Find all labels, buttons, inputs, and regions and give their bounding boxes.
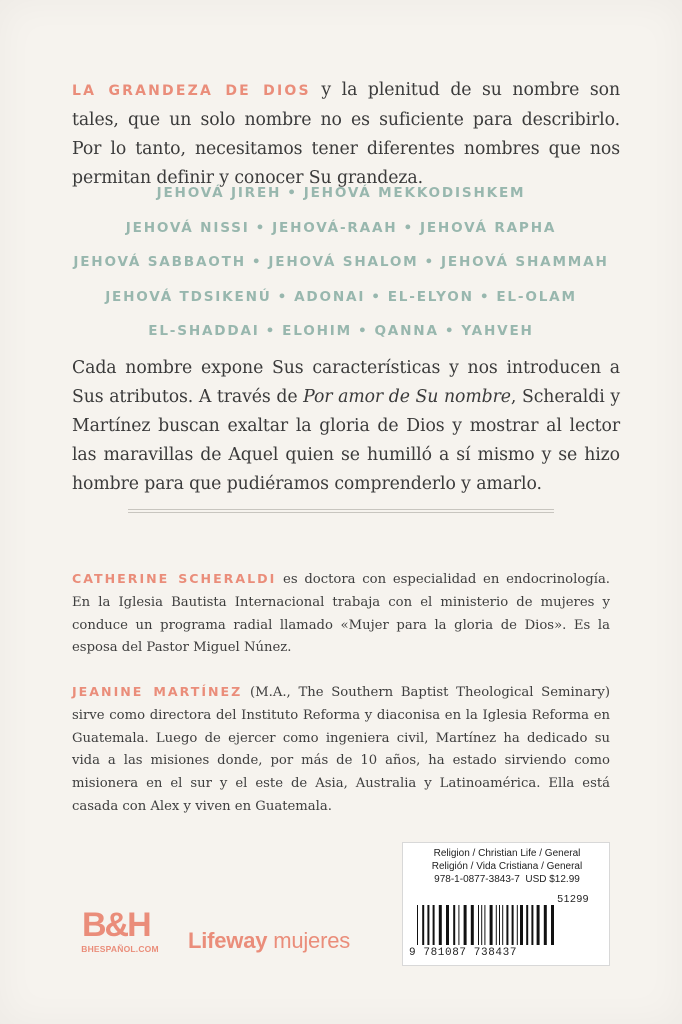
price-code: 51299 <box>557 893 589 905</box>
name-separator: • <box>255 219 267 236</box>
price: USD $12.99 <box>525 874 580 885</box>
names-row <box>40 176 642 211</box>
name-separator: • <box>277 288 289 305</box>
barcode-bar <box>506 905 508 945</box>
barcode-bar <box>417 905 418 945</box>
barcode-bar <box>471 905 474 945</box>
divine-name: JEHOVÁ SHAMMAH <box>441 254 609 270</box>
barcode-bar <box>517 905 518 945</box>
category-spanish: Religión / Vida Cristiana / General <box>431 861 583 872</box>
divine-name: JEHOVÁ SHALOM <box>268 254 419 270</box>
divine-name: JEHOVÁ SABBAOTH <box>73 254 246 270</box>
divine-name: JEHOVÁ RAPHA <box>419 219 557 236</box>
divine-name: EL-OLAM <box>496 288 577 305</box>
name-separator: • <box>479 288 491 305</box>
barcode-bar <box>490 905 493 945</box>
divine-name: YAHVEH <box>461 323 534 339</box>
mujeres-wordmark: mujeres <box>267 928 351 953</box>
divine-name: ELOHIM <box>282 323 352 339</box>
divine-name: JEHOVÁ TDSIKENÚ <box>105 288 272 305</box>
divine-name: EL-ELYON <box>387 288 474 305</box>
name-separator: • <box>403 219 414 236</box>
name-separator: • <box>444 323 456 339</box>
lifeway-wordmark: Lifeway <box>188 928 268 953</box>
divine-name: JEHOVÁ NISSI <box>125 219 250 236</box>
divine-name: JEHOVÁ MEKKODISHKEM <box>303 185 526 201</box>
book-title-italic: Por amor de Su nombre <box>303 387 511 407</box>
barcode-bars <box>411 905 603 949</box>
author-bio-scheraldi <box>72 568 610 660</box>
barcode-bar <box>526 905 528 945</box>
divine-name: JEHOVÁ-RAAH <box>272 219 398 236</box>
name-separator: • <box>371 288 382 305</box>
bh-publisher-logo <box>76 906 164 958</box>
divine-names-list <box>40 176 642 349</box>
barcode-bar <box>446 905 449 945</box>
description-text-1: Cada nombre expone Sus características y nos introducen a Sus atributos. A través de <box>72 358 620 407</box>
barcode-bar <box>531 905 533 945</box>
author-name-martinez: JEANINE MARTÍNEZ <box>72 684 243 699</box>
section-divider <box>128 509 554 513</box>
name-separator: • <box>424 254 436 270</box>
bh-website: BHESPAÑOL.COM <box>81 944 159 954</box>
barcode-bar <box>520 905 523 945</box>
names-row <box>40 211 642 246</box>
bh-mark: B&H <box>82 906 150 944</box>
divine-name: ADONAI <box>294 288 366 305</box>
barcode-category-text <box>403 847 611 886</box>
barcode-bar <box>478 905 479 945</box>
barcode-bar <box>427 905 429 945</box>
description-text-2: , Scheraldi y Martínez buscan exaltar la gloria de Dios y mostrar al lector las maravillas de Aquel quien se humilló a sí mismo y se hizo hombre para que pudiéramos comprenderlo y amarlo. <box>72 387 620 494</box>
barcode-bar <box>433 905 435 945</box>
barcode-bar <box>512 905 514 945</box>
barcode-digits: 9 781087 738437 <box>409 947 518 959</box>
bio-text-martinez: (M.A., The Southern Baptist Theological Seminary) sirve como directora del Instituto Reforma y diaconisa en la Iglesia Reforma en Guatemala. Luego de ejercer como ingeniera civil, Martínez ha dedicado su vida a las misiones donde, por más de 10 años, ha estado sirviendo como misionera en el sur y el este de Asia, Australia y Latinoamérica. Ella está casada con Alex y viven en Guatemala. <box>72 685 610 814</box>
category-english: Religion / Christian Life / General <box>433 848 581 859</box>
name-separator: • <box>357 323 369 339</box>
name-separator: • <box>287 185 298 201</box>
barcode-bar <box>499 905 500 945</box>
names-row <box>40 245 642 280</box>
description-paragraph <box>72 354 620 499</box>
divine-name: JEHOVÁ JIREH <box>156 185 282 201</box>
barcode-bar <box>464 905 467 945</box>
barcode-bar <box>458 905 459 945</box>
names-row <box>40 314 642 349</box>
barcode-bar <box>502 905 503 945</box>
barcode-bar <box>422 905 424 945</box>
lifeway-mujeres-logo <box>188 928 350 954</box>
intro-lead-caps: LA GRANDEZA DE DIOS <box>72 83 311 99</box>
name-separator: • <box>251 254 263 270</box>
barcode-label <box>402 842 610 966</box>
intro-text: y la plenitud de su nombre son tales, que un solo nombre no es suficiente para describirlo. Por lo tanto, necesitamos tener diferentes nombres que nos permitan definir y conocer Su grandeza. <box>72 80 621 188</box>
author-bio-martinez <box>72 681 610 819</box>
bio-text-scheraldi: es doctora con especialidad en endocrinología. En la Iglesia Bautista Internacional trabaja con el ministerio de mujeres y conduce un programa radial llamado «Mujer para la gloria de Dios». Es la esposa del Pastor Miguel Núnez. <box>72 572 610 656</box>
barcode-bar <box>537 905 540 945</box>
barcode-bar <box>496 905 497 945</box>
barcode-bar <box>551 905 554 945</box>
barcode-bar <box>439 905 442 945</box>
barcode-bar <box>484 905 485 945</box>
barcode-bar <box>544 905 547 945</box>
isbn: 978-1-0877-3843-7 <box>434 874 520 885</box>
divine-name: EL-SHADDAI <box>148 323 260 339</box>
names-row <box>40 280 642 315</box>
author-name-scheraldi: CATHERINE SCHERALDI <box>72 571 277 586</box>
divine-name: QANNA <box>374 323 439 339</box>
barcode-bar <box>453 905 455 945</box>
isbn-price-line <box>403 873 611 886</box>
name-separator: • <box>265 323 277 339</box>
barcode-bar <box>481 905 482 945</box>
